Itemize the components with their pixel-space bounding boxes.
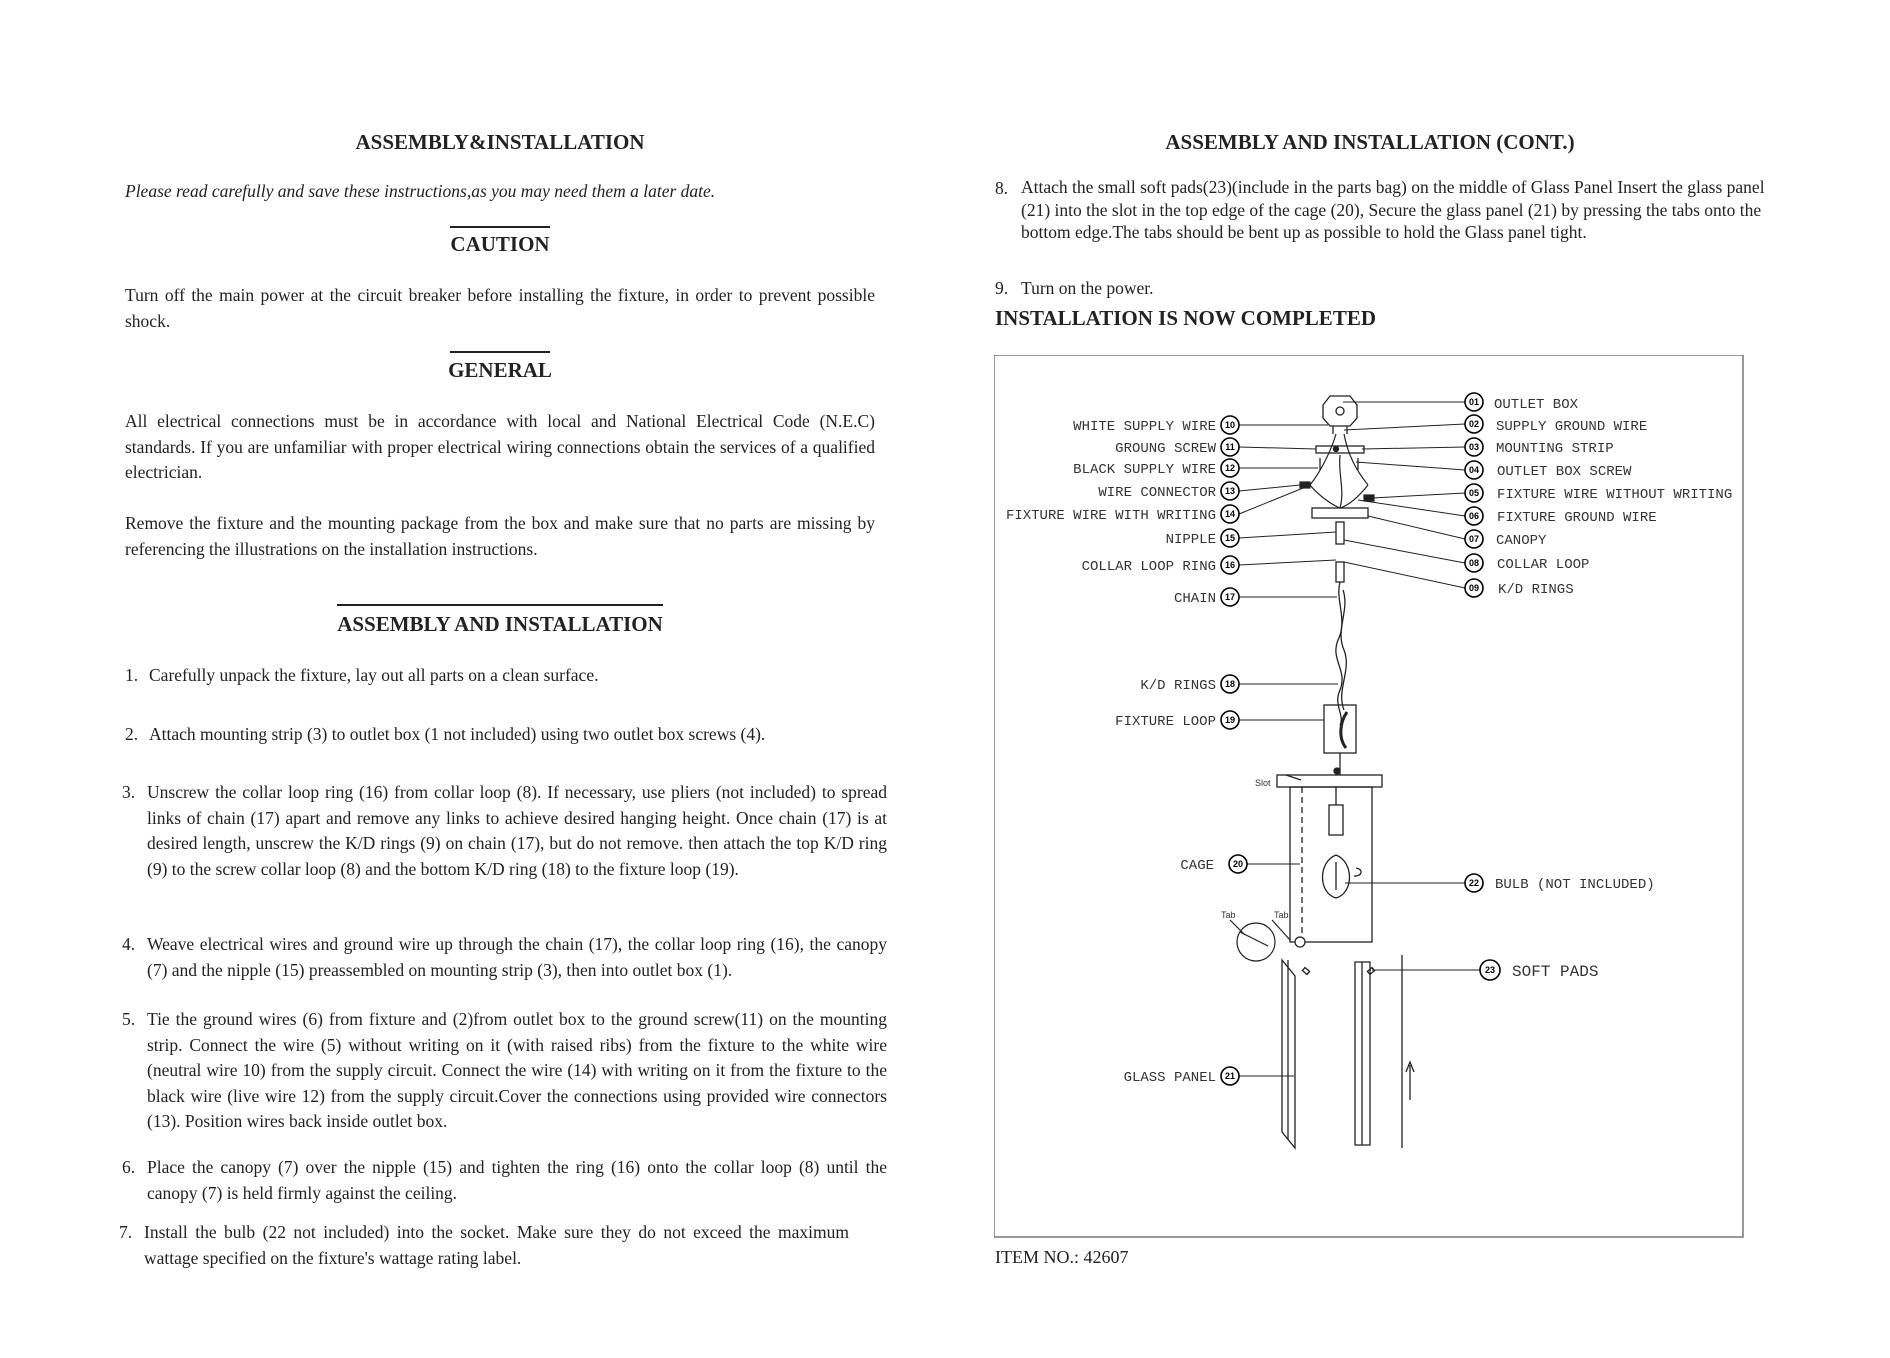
general-paragraph-1: All electrical connections must be in accordance with local and National Electrical Code (N.E.C) standards. If you are unfamiliar with proper electrical wiring connections obtain the services of a qualified electrician. <box>125 411 875 482</box>
label-slot: Slot <box>1255 778 1271 788</box>
assembly-rule <box>337 604 663 606</box>
callout-number: 11 <box>1225 442 1235 452</box>
label-outlet-box-screw: OUTLET BOX SCREW <box>1497 464 1632 480</box>
step-text: Place the canopy (7) over the nipple (15) and tighten the ring (16) onto the collar loop (8) until the canopy (7) is held firmly against the ceiling. <box>147 1157 887 1203</box>
label-nipple: NIPPLE <box>1165 532 1216 548</box>
callout-number: 09 <box>1468 583 1480 593</box>
label-black-supply-wire: BLACK SUPPLY WIRE <box>1073 462 1216 478</box>
step-6 <box>122 1155 885 1207</box>
step-text: Attach mounting strip (3) to outlet box (1 not included) using two outlet box screws (4). <box>149 724 766 744</box>
label-soft-pads: SOFT PADS <box>1512 963 1599 981</box>
label-collar-loop: COLLAR LOOP <box>1497 557 1590 573</box>
callout-number: 05 <box>1468 488 1480 498</box>
step-number: 7. <box>119 1222 133 1242</box>
label-white-supply-wire: WHITE SUPPLY WIRE <box>1073 419 1216 435</box>
intro-text: Please read carefully and save these instructions,as you may need them a later date. <box>125 181 716 201</box>
caution-text: Turn off the main power at the circuit breaker before installing the fixture, in order to prevent possible shock. <box>125 285 875 331</box>
item-number: ITEM NO.: 42607 <box>995 1247 1129 1267</box>
label-fixture-ground-wire: FIXTURE GROUND WIRE <box>1497 510 1657 526</box>
step-number: 5. <box>122 1009 136 1029</box>
leader-lines <box>1239 402 1481 1076</box>
glass-panels-drawing <box>1282 955 1414 1148</box>
label-kd-rings-upper: K/D RINGS <box>1498 582 1574 598</box>
canopy-drawing <box>1312 508 1368 518</box>
general-heading: GENERAL <box>448 358 552 382</box>
caution-heading: CAUTION <box>450 232 550 256</box>
callout-number: 18 <box>1224 679 1236 689</box>
left-page-title: ASSEMBLY&INSTALLATION <box>355 130 645 154</box>
step-text: Weave electrical wires and ground wire up through the chain (17), the collar loop ring (16), the canopy (7) and the nipple (15) preassembled on mounting strip (3), then into outlet box (1). <box>147 934 887 980</box>
label-mounting-strip: MOUNTING STRIP <box>1496 441 1614 457</box>
label-kd-rings-lower: K/D RINGS <box>1140 678 1216 694</box>
wires-drawing <box>1300 434 1374 508</box>
callout-number: 03 <box>1468 442 1480 452</box>
step-text: Carefully unpack the fixture, lay out all parts on a clean surface. <box>149 665 599 685</box>
label-wire-connector: WIRE CONNECTOR <box>1098 485 1216 501</box>
label-outlet-box: OUTLET BOX <box>1494 397 1579 413</box>
step-3 <box>122 780 885 910</box>
label-tab-right: Tab <box>1274 910 1289 920</box>
callout-number: 04 <box>1468 465 1480 475</box>
step-number: 2. <box>125 724 139 744</box>
callout-number: 13 <box>1224 486 1236 496</box>
step-1 <box>125 663 885 689</box>
step-9 <box>995 276 1775 302</box>
callout-number: 20 <box>1232 859 1244 869</box>
label-ground-screw: GROUNG SCREW <box>1115 441 1216 457</box>
label-tab-left: Tab <box>1221 910 1236 920</box>
step-text: Tie the ground wires (6) from fixture and (2)from outlet box to the ground screw(11) on the mounting strip. Connect the wire (5) without writing on it (with raised ribs) from the fixture to the white wire (neutral wire 10) from the supply circuit. Connect the wire (14) with writing on it from the fixture to the black wire (live wire 12) from the supply circuit.Cover the connections using provided wire connectors (13). Position wires back inside outlet box. <box>147 1009 887 1131</box>
cage-drawing <box>1277 768 1382 947</box>
callout-number: 16 <box>1224 560 1236 570</box>
callout-number: 14 <box>1224 509 1236 519</box>
callout-number: 19 <box>1224 715 1236 725</box>
step-number: 3. <box>122 782 136 802</box>
callout-number: 17 <box>1224 592 1236 602</box>
callout-number: 08 <box>1468 558 1480 568</box>
label-cage: CAGE <box>1180 858 1214 874</box>
nipple-chain-drawing <box>1336 522 1346 725</box>
callout-number: 02 <box>1468 419 1480 429</box>
fixture-loop-drawing <box>1324 705 1356 775</box>
step-number: 9. <box>995 278 1009 298</box>
step-number: 1. <box>125 665 139 685</box>
assembly-heading: ASSEMBLY AND INSTALLATION <box>337 612 663 636</box>
general-paragraph-2: Remove the fixture and the mounting package from the box and make sure that no parts are missing by referencing the illustrations on the installation instructions. <box>125 513 875 559</box>
label-bulb: BULB (NOT INCLUDED) <box>1495 877 1655 893</box>
tab-detail-drawing <box>1230 920 1290 961</box>
caution-rule <box>450 226 550 228</box>
step-text: Attach the small soft pads(23)(include in the parts bag) on the middle of Glass Panel Insert the glass panel (21) into the slot in the top edge of the cage (20), Secure the glass panel (21) by pressing the tabs onto the bottom edge.The tabs should be bent up as possible to hold the Glass panel tight. <box>1021 177 1765 242</box>
step-2 <box>125 722 885 748</box>
label-collar-loop-ring: COLLAR LOOP RING <box>1081 559 1216 575</box>
completed-heading: INSTALLATION IS NOW COMPLETED <box>995 306 1376 330</box>
step-number: 6. <box>122 1157 136 1177</box>
step-text: Unscrew the collar loop ring (16) from collar loop (8). If necessary, use pliers (not included) to spread links of chain (17) apart and remove any links to achieve desired hanging height. Once chain (17) is at desired length, unscrew the K/D rings (9) on chain (17), but do not remove. then attach the top K/D ring (9) to the screw collar loop (8) and the bottom K/D ring (18) to the fixture loop (19). <box>147 782 887 879</box>
step-5 <box>122 1007 885 1137</box>
step-7 <box>119 1220 885 1272</box>
label-fixture-wire-without-writing: FIXTURE WIRE WITHOUT WRITING <box>1497 487 1733 503</box>
label-glass-panel: GLASS PANEL <box>1123 1070 1216 1086</box>
callout-number: 07 <box>1468 534 1480 544</box>
label-chain: CHAIN <box>1173 591 1216 607</box>
step-text: Install the bulb (22 not included) into the socket. Make sure they do not exceed the maximum wattage specified on the fixture's wattage rating label. <box>144 1222 849 1268</box>
label-fixture-wire-with-writing: FIXTURE WIRE WITH WRITING <box>1005 508 1216 524</box>
callout-number: 12 <box>1224 463 1236 473</box>
label-canopy: CANOPY <box>1496 533 1547 549</box>
step-text: Turn on the power. <box>1021 278 1154 298</box>
callout-number: 21 <box>1224 1071 1236 1081</box>
right-page-title: ASSEMBLY AND INSTALLATION (CONT.) <box>1165 130 1575 154</box>
installation-diagram <box>994 355 1744 1239</box>
callout-number: 23 <box>1484 965 1496 975</box>
general-rule <box>450 351 550 353</box>
callout-number: 01 <box>1468 397 1480 407</box>
step-4 <box>122 932 885 984</box>
label-supply-ground-wire: SUPPLY GROUND WIRE <box>1496 419 1648 435</box>
label-fixture-loop: FIXTURE LOOP <box>1115 714 1216 730</box>
callout-number: 15 <box>1224 533 1236 543</box>
step-number: 4. <box>122 934 136 954</box>
callout-number: 22 <box>1468 878 1480 888</box>
step-8 <box>995 176 1775 280</box>
callout-number: 06 <box>1468 511 1480 521</box>
callout-number: 10 <box>1224 420 1236 430</box>
step-number: 8. <box>995 178 1009 198</box>
